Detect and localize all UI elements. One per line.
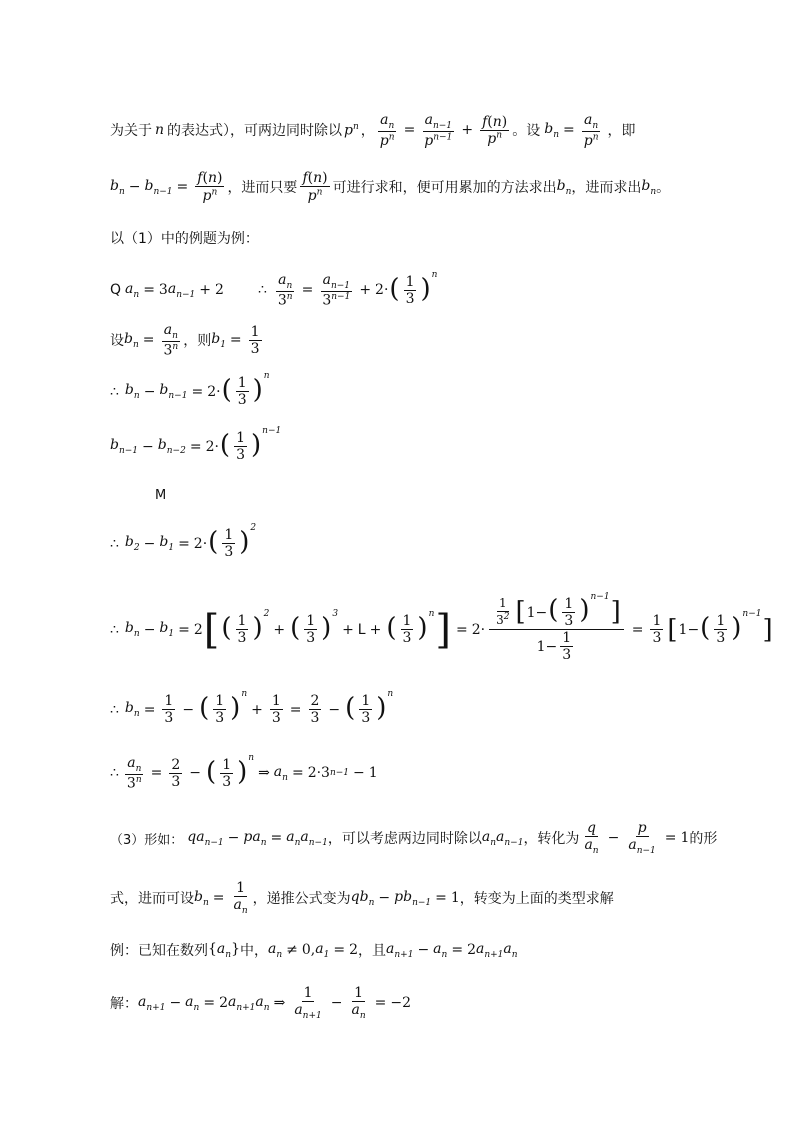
line-15: 例：已知在数列 $\{a_n\}$ 中， $a_n$ ≠ 0, $a_1$ = 2 ，且 $a_{n+1}$ − $a_n$ = 2 $a_{n+1}a_n$ (110, 940, 518, 960)
text: 的形 (689, 831, 718, 848)
line-5: 设 $b_n$ = $\frac{a_n}{3^n}$ ，则 $b_1$ = $\frac{1}{3}$ (110, 322, 260, 359)
text: ，转变为上面的类型求解 (459, 891, 614, 908)
text: 中， (240, 943, 268, 959)
line-8 (155, 488, 166, 503)
text: ，递推公式变为 (252, 891, 351, 908)
line-7: $b_{n-1}$ − $b_{n-2}$ = 2· ( $\frac{1}{3}$ ) $^{n-1}$ (110, 426, 282, 464)
text: 可进行求和，便可用累加的方法求出 (332, 179, 557, 196)
line-11: ∴ $b_n$ = $\frac{1}{3}$ − ( $\frac{1}{3}$ ) $^n$ + $\frac{1}{3}$ = $\frac{2}{3}$ − ( $\frac{1}{3}$ ) $^n$ (110, 689, 394, 727)
text: ，转化为 (523, 831, 580, 848)
vertical-ellipsis: M (155, 488, 167, 503)
line-2: $b_n$ − $b_{n-1}$ = $\frac{f(n)}{p^n}$ ，进而只要 $\frac{f(n)}{p^n}$ 可进行求和，便可用累加的方法求出 $b_n$ ，进而求出 $b_n$ 。 (110, 170, 671, 204)
text: 例：已知在数列 (110, 943, 208, 959)
text: 设 (110, 333, 124, 350)
therefore-symbol: ∴ (257, 282, 267, 299)
text: ，即 (607, 123, 636, 140)
line-10: ∴ $b_n$ − $b_1$ = 2 [ ( $\frac{1}{3}$ ) $^2$ + ( $\frac{1}{3}$ ) $^3$ + L + ( $\frac{1}{3}$ ) $^n$ ] = 2· $\frac{1}{3^2}$ [ 1− ( $\frac{1}{3}$ ) $^{n-1}$ ] 1− $\frac{1}{3}$ = $\frac{1}{3}$ [ 1− ( $\frac{1}{3}$ ) $^{n-1}$ ] (110, 592, 773, 664)
text: 为关于 (110, 123, 152, 140)
text: （3）形如： (110, 832, 184, 848)
text: 的表达式），可两边同时除以 (167, 123, 343, 140)
line-6: ∴ $b_n$ − $b_{n-1}$ = 2· ( $\frac{1}{3}$ ) $^n$ (110, 371, 270, 409)
text: 式，进而可设 (110, 891, 194, 908)
line-1: 为关于 n 的表达式），可两边同时除以 $p^n$ ， $\frac{a_n}{p^n}$ = $\frac{a_{n-1}}{p^{n-1}}$ + $\frac{f(n)}{p^n}$ 。设 $b_n$ = $\frac{a_n}{p^n}$ ，即 (110, 112, 636, 149)
text: ，则 (183, 333, 212, 350)
line-12: ∴ $\frac{a_n}{3^n}$ = $\frac{2}{3}$ − ( $\frac{1}{3}$ ) $^n$ ⇒ $a_n$ = 2·3 n−1 − 1 (110, 752, 378, 792)
line-4: Q $a_n$ = 3 $a_{n-1}$ + 2 ∴ $\frac{a_n}{3^n}$ = $\frac{a_{n-1}}{3^{n-1}}$ + 2· ( $\frac{1}{3}$ ) $^n$ (110, 269, 438, 309)
text: 。设 (512, 123, 541, 140)
because-symbol: Q (110, 282, 122, 299)
text: ，且 (358, 943, 386, 959)
text: 以（1）中的例题为例： (110, 231, 259, 247)
line-3 (110, 228, 259, 248)
text: ， (360, 123, 375, 140)
fraction: $\frac{a_n}{p^n}$ (379, 112, 395, 149)
text: ，可以考虑两边同时除以 (327, 831, 482, 848)
text: 。 (656, 179, 671, 196)
line-9: ∴ $b_2$ − $b_1$ = 2· ( $\frac{1}{3}$ ) $^2$ (110, 523, 257, 561)
line-16: 解： $a_{n+1}$ − $a_n$ = 2 $a_{n+1}a_n$ ⇒ $\frac{1}{a_{n+1}}$ − $\frac{1}{a_n}$ = −2 (110, 985, 412, 1021)
text: ，进而只要 (227, 179, 298, 196)
text: ，进而求出 (571, 179, 642, 196)
text: 解： (110, 996, 138, 1013)
line-13: （3）形如： $qa_{n-1}$ − $pa_n$ = $a_na_{n-1}$ ，可以考虑两边同时除以 $a_na_{n-1}$ ，转化为 $\frac{q}{a_n}$ − $\frac{p}{a_{n-1}}$ = 1 的形 (110, 820, 718, 856)
ellipsis-L: L (357, 621, 366, 638)
line-14: 式，进而可设 $b_n$ = $\frac{1}{a_n}$ ，递推公式变为 $qb_n$ − $pb_{n-1}$ = 1 ，转变为上面的类型求解 (110, 880, 614, 916)
